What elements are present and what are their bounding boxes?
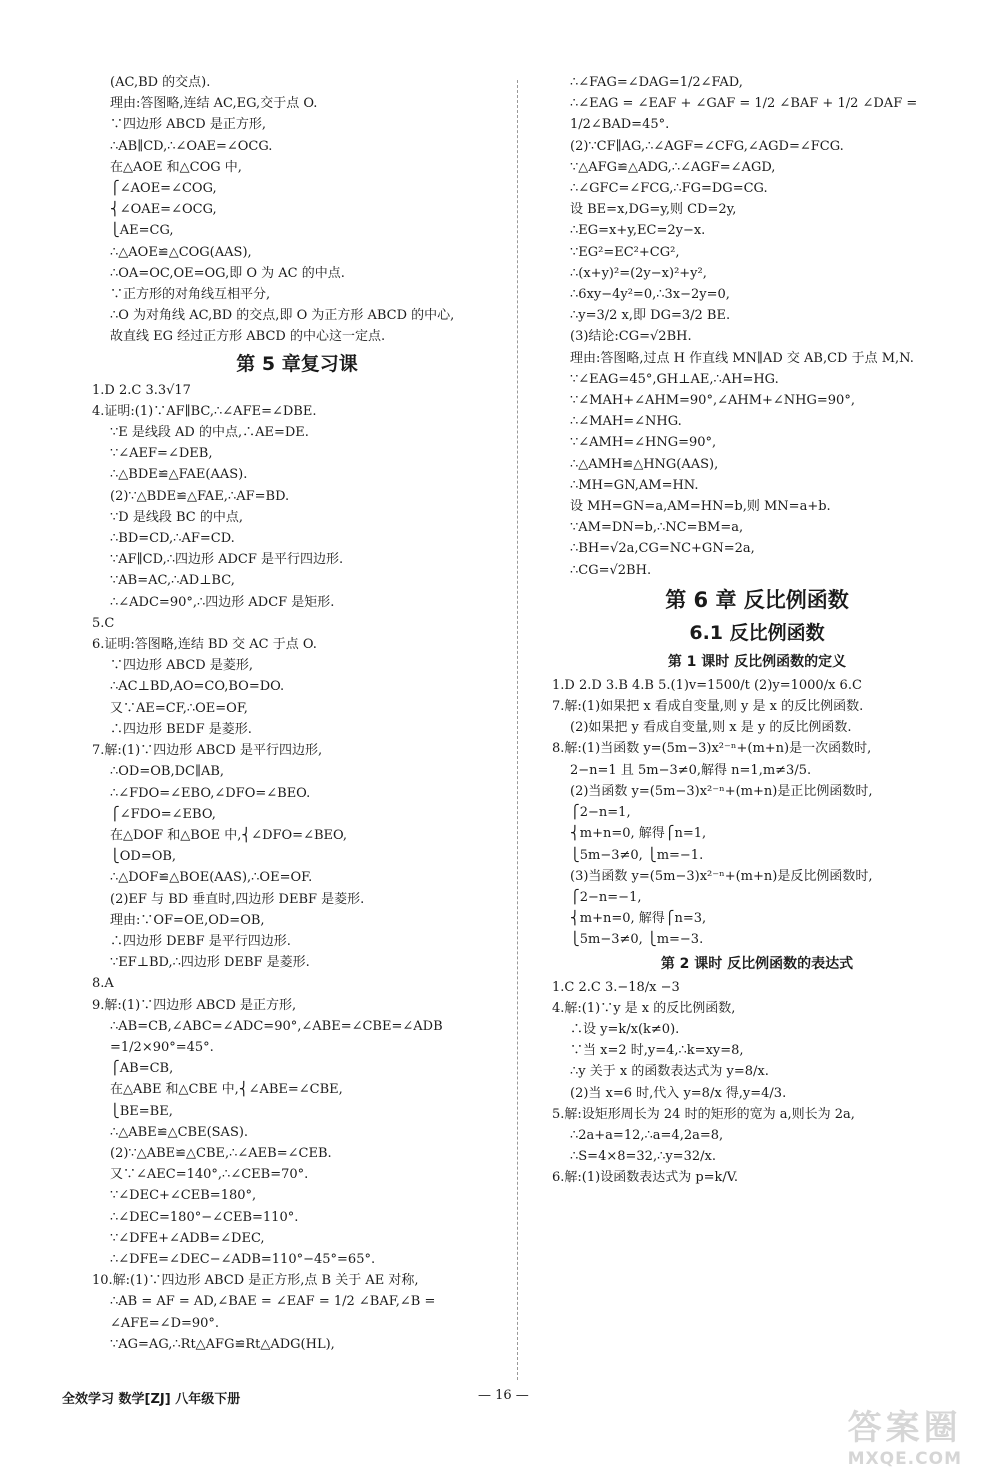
answer-line: (2)当函数 y=(5m−3)x²⁻ⁿ+(m+n)是正比例函数时, xyxy=(570,783,873,799)
answer-line: 4.解:(1)∵y 是 x 的反比例函数, xyxy=(552,1000,736,1016)
answer-line: ∴2a+a=12,∴a=4,2a=8, xyxy=(570,1127,724,1143)
section-heading: 第 2 课时 反比例函数的表达式 xyxy=(660,955,854,972)
answer-line: 理由:∵OF=OE,OD=OB, xyxy=(110,912,265,928)
answer-line: ∴∠EAG = ∠EAF + ∠GAF = 1/2 ∠BAF + 1/2 ∠DAF = xyxy=(570,96,918,112)
answer-line: ∵∠AEF=∠DEB, xyxy=(110,446,213,462)
answer-line: ∵AG=AG,∴Rt△AFG≌Rt△ADG(HL), xyxy=(110,1336,335,1352)
answer-line: 5.C xyxy=(92,615,115,631)
answer-line: ∵EF⊥BD,∴四边形 DEBF 是菱形. xyxy=(110,955,310,971)
answer-line: ⎧AB=CB, xyxy=(110,1061,174,1077)
section-heading: 第 6 章 反比例函数 xyxy=(665,587,849,612)
answer-line: ⎩BE=BE, xyxy=(110,1103,173,1119)
answer-line: 9.解:(1)∵四边形 ABCD 是正方形, xyxy=(92,997,297,1013)
answer-line: (2)∵△ABE≌△CBE,∴∠AEB=∠CEB. xyxy=(110,1145,332,1161)
answer-line: ⎩AE=CG, xyxy=(110,223,174,239)
answer-line: ⎧2−n=−1, xyxy=(570,889,642,905)
answer-line: ⎧∠AOE=∠COG, xyxy=(110,181,217,197)
answer-line: ∵正方形的对角线互相平分, xyxy=(110,287,271,303)
answer-line: (3)结论:CG=√2BH. xyxy=(570,329,692,345)
answer-line: ∴∠DEC=180°−∠CEB=110°. xyxy=(110,1209,299,1225)
answer-line: ⎧∠FDO=∠EBO, xyxy=(110,806,216,822)
watermark-logo xyxy=(848,1400,962,1469)
answer-line: ∵△AFG≌△ADG,∴∠AGF=∠AGD, xyxy=(570,159,776,175)
answer-line: ⎨m+n=0, 解得⎧n=3, xyxy=(570,911,707,927)
answer-line: ∴∠MAH=∠NHG. xyxy=(570,414,682,430)
answer-line: =1/2×90°=45°. xyxy=(110,1039,214,1055)
right-column xyxy=(552,72,962,1189)
answer-line: (2)当 x=6 时,代入 y=8/x 得,y=4/3. xyxy=(570,1085,787,1101)
answer-line: ∴O 为对角线 AC,BD 的交点,即 O 为正方形 ABCD 的中心, xyxy=(110,308,455,324)
answer-line: ⎩5m−3≠0, ⎩m=−1. xyxy=(570,847,704,863)
answer-line: ∴6xy−4y²=0,∴3x−2y=0, xyxy=(570,287,730,303)
column-divider xyxy=(517,80,518,1380)
answer-line: 2−n=1 且 5m−3≠0,解得 n=1,m≠3/5. xyxy=(570,762,812,778)
answer-line: ∴四边形 BEDF 是菱形. xyxy=(110,721,252,737)
answer-line: ∴AC⊥BD,AO=CO,BO=DO. xyxy=(110,679,285,695)
section-heading: 第 5 章复习课 xyxy=(236,352,358,375)
answer-line: ∵四边形 ABCD 是正方形, xyxy=(110,117,266,133)
answer-line: ∴AB∥CD,∴∠OAE=∠OCG. xyxy=(110,138,273,154)
answer-line: 理由:答图略,连结 AC,EG,交于点 O. xyxy=(110,96,318,112)
answer-line: ∵E 是线段 AD 的中点,∴AE=DE. xyxy=(110,425,309,441)
page-number: — 16 — xyxy=(478,1388,529,1403)
answer-line: ∵当 x=2 时,y=4,∴k=xy=8, xyxy=(570,1043,744,1059)
answer-line: ∴OA=OC,OE=OG,即 O 为 AC 的中点. xyxy=(110,265,345,281)
answer-line: ∴MH=GN,AM=HN. xyxy=(570,477,699,493)
answer-line: ∵∠DFE+∠ADB=∠DEC, xyxy=(110,1230,265,1246)
answer-line: (2)∵△BDE≌△FAE,∴AF=BD. xyxy=(110,488,290,504)
answer-line: ⎨∠OAE=∠OCG, xyxy=(110,202,217,218)
answer-line: ∵∠DEC+∠CEB=180°, xyxy=(110,1188,257,1204)
answer-line: (2)∵CF∥AG,∴∠AGF=∠CFG,∠AGD=∠FCG. xyxy=(570,138,844,154)
answer-line: 8.A xyxy=(92,976,114,992)
answer-line: ∴CG=√2BH. xyxy=(570,562,652,578)
answer-line: ⎧2−n=1, xyxy=(570,805,631,821)
answer-line: (2)如果把 y 看成自变量,则 x 是 y 的反比例函数. xyxy=(570,720,852,736)
answer-line: ∴△ABE≌△CBE(SAS). xyxy=(110,1124,249,1140)
watermark-main: 答案圈 xyxy=(847,1408,962,1448)
answer-line: ∴∠FDO=∠EBO,∠DFO=∠BEO. xyxy=(110,785,311,801)
answer-line: ⎩OD=OB, xyxy=(110,849,177,865)
answer-line: ∵四边形 ABCD 是菱形, xyxy=(110,658,253,674)
answer-line: ∵∠AMH=∠HNG=90°, xyxy=(570,435,717,451)
answer-line: 又∵AE=CF,∴OE=OF, xyxy=(110,700,248,716)
answer-line: ∵AB=AC,∴AD⊥BC, xyxy=(110,573,235,589)
left-column xyxy=(92,72,502,1355)
answer-line: 4.证明:(1)∵AF∥BC,∴∠AFE=∠DBE. xyxy=(92,403,317,419)
answer-line: ∴BH=√2a,CG=NC+GN=2a, xyxy=(570,541,755,557)
answer-line: ∴(x+y)²=(2y−x)²+y², xyxy=(570,265,707,281)
answer-line: 设 BE=x,DG=y,则 CD=2y, xyxy=(570,202,737,218)
answer-line: ⎩5m−3≠0, ⎩m=−3. xyxy=(570,932,704,948)
answer-line: (2)EF 与 BD 垂直时,四边形 DEBF 是菱形. xyxy=(110,891,365,907)
answer-line: ∴△AOE≌△COG(AAS), xyxy=(110,244,252,260)
answer-line: ∴△BDE≌△FAE(AAS). xyxy=(110,467,248,483)
answer-line: 6.解:(1)设函数表达式为 p=k/V. xyxy=(552,1170,739,1186)
answer-line: 7.解:(1)∵四边形 ABCD 是平行四边形, xyxy=(92,743,323,759)
answer-line: 1.D 2.D 3.B 4.B 5.(1)v=1500/t (2)y=1000/x 6.C xyxy=(552,677,862,693)
answer-line: ∴∠GFC=∠FCG,∴FG=DG=CG. xyxy=(570,181,768,197)
footer-book-title: 全效学习 数学[ZJ] 八年级下册 xyxy=(62,1392,241,1407)
answer-line: 1.C 2.C 3.−18/x −3 xyxy=(552,979,680,995)
answer-line: ∴y=3/2 x,即 DG=3/2 BE. xyxy=(570,308,731,324)
answer-line: (3)当函数 y=(5m−3)x²⁻ⁿ+(m+n)是反比例函数时, xyxy=(570,868,873,884)
answer-line: ∠AFE=∠D=90°. xyxy=(110,1315,220,1331)
watermark-url: MXQE.COM xyxy=(847,1449,962,1469)
answer-line: 设 MH=GN=a,AM=HN=b,则 MN=a+b. xyxy=(570,499,831,515)
answer-line: 故直线 EG 经过正方形 ABCD 的中心这一定点. xyxy=(110,329,386,345)
answer-line: 7.解:(1)如果把 x 看成自变量,则 y 是 x 的反比例函数. xyxy=(552,699,864,715)
answer-line: ∵∠EAG=45°,GH⊥AE,∴AH=HG. xyxy=(570,371,779,387)
answer-line: 在△AOE 和△COG 中, xyxy=(110,159,242,175)
answer-line: ⎨m+n=0, 解得⎧n=1, xyxy=(570,826,707,842)
answer-line: 理由:答图略,过点 H 作直线 MN∥AD 交 AB,CD 于点 M,N. xyxy=(570,350,914,366)
answer-line: ∴AB=CB,∠ABC=∠ADC=90°,∠ABE=∠CBE=∠ADB xyxy=(110,1018,443,1034)
answer-line: ∵EG²=EC²+CG², xyxy=(570,244,680,260)
answer-line: ∴△DOF≌△BOE(AAS),∴OE=OF. xyxy=(110,870,313,886)
answer-line: ∴四边形 DEBF 是平行四边形. xyxy=(110,933,291,949)
answer-line: 5.解:设矩形周长为 24 时的矩形的宽为 a,则长为 2a, xyxy=(552,1106,855,1122)
answer-line: 在△ABE 和△CBE 中,⎨∠ABE=∠CBE, xyxy=(110,1082,343,1098)
answer-line: ∴AB = AF = AD,∠BAE = ∠EAF = 1/2 ∠BAF,∠B = xyxy=(110,1294,436,1310)
answer-line: 1.D 2.C 3.3√17 xyxy=(92,382,191,398)
answer-line: ∴设 y=k/x(k≠0). xyxy=(570,1021,680,1037)
answer-line: ∴BD=CD,∴AF=CD. xyxy=(110,531,235,547)
answer-line: ∴△AMH≌△HNG(AAS), xyxy=(570,456,719,472)
answer-line: 8.解:(1)当函数 y=(5m−3)x²⁻ⁿ+(m+n)是一次函数时, xyxy=(552,741,872,757)
answer-line: 1/2∠BAD=45°. xyxy=(570,117,670,133)
answer-line: ∴EG=x+y,EC=2y−x. xyxy=(570,223,706,239)
answer-line: ∴S=4×8=32,∴y=32/x. xyxy=(570,1149,716,1165)
answer-line: ∵AF∥CD,∴四边形 ADCF 是平行四边形. xyxy=(110,552,344,568)
answer-line: 10.解:(1)∵四边形 ABCD 是正方形,点 B 关于 AE 对称, xyxy=(92,1273,419,1289)
section-heading: 6.1 反比例函数 xyxy=(689,621,825,644)
answer-line: 在△DOF 和△BOE 中,⎨∠DFO=∠BEO, xyxy=(110,827,348,843)
answer-line: ∵D 是线段 BC 的中点, xyxy=(110,509,243,525)
answer-line: 又∵∠AEC=140°,∴∠CEB=70°. xyxy=(110,1167,309,1183)
answer-line: ∴OD=OB,DC∥AB, xyxy=(110,764,225,780)
answer-line: (AC,BD 的交点). xyxy=(110,75,211,90)
answer-line: 6.证明:答图略,连结 BD 交 AC 于点 O. xyxy=(92,637,317,653)
answer-line: ∴y 关于 x 的函数表达式为 y=8/x. xyxy=(570,1064,769,1080)
answer-line: ∴∠DFE=∠DEC−∠ADB=110°−45°=65°. xyxy=(110,1251,376,1267)
answer-line: ∴∠FAG=∠DAG=1/2∠FAD, xyxy=(570,75,743,90)
answer-line: ∴∠ADC=90°,∴四边形 ADCF 是矩形. xyxy=(110,594,335,610)
answer-line: ∵AM=DN=b,∴NC=BM=a, xyxy=(570,520,744,536)
section-heading: 第 1 课时 反比例函数的定义 xyxy=(667,653,847,670)
answer-line: ∵∠MAH+∠AHM=90°,∠AHM+∠NHG=90°, xyxy=(570,393,855,409)
